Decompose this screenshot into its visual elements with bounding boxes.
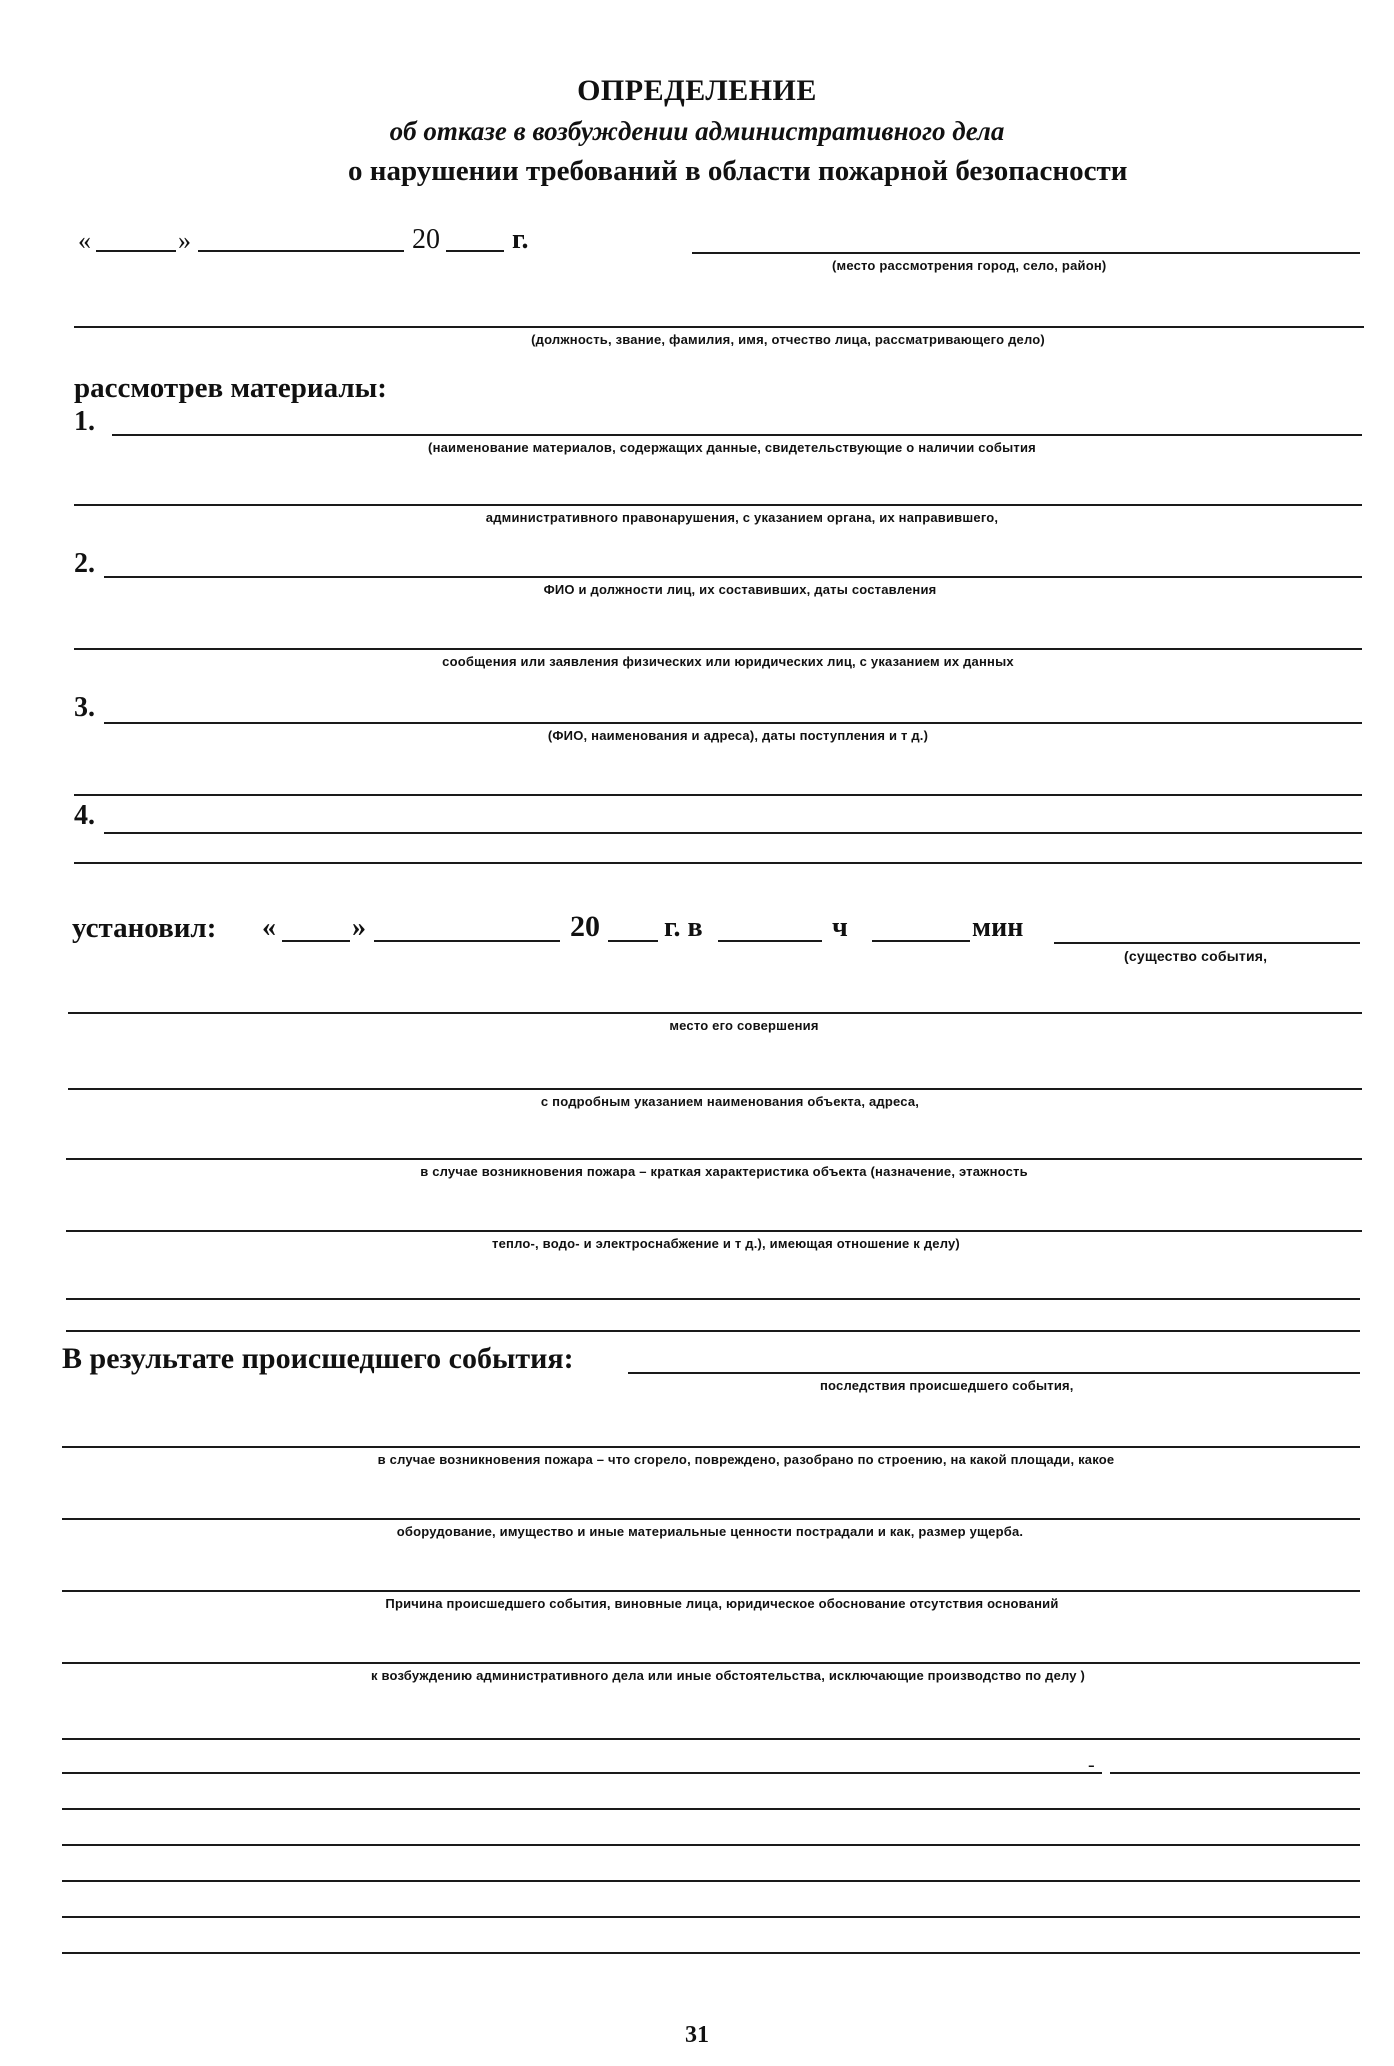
event-field-6[interactable] xyxy=(66,1330,1360,1332)
blank-line-2a[interactable] xyxy=(62,1772,1102,1774)
result-field-2[interactable] xyxy=(62,1518,1360,1520)
official-caption: (должность, звание, фамилия, имя, отчество лица, рассматривающего дело) xyxy=(531,332,1045,347)
established-quote-close: » xyxy=(352,912,366,943)
result-caption-1: последствия происшедшего события, xyxy=(820,1378,1074,1393)
result-caption-5: к возбуждению административного дела или иные обстоятельства, исключающие производство по делу ) xyxy=(370,1668,1086,1683)
established-caption-4: в случае возникновения пожара – краткая характеристика объекта (назначение, этажность xyxy=(420,1164,1028,1179)
official-field[interactable] xyxy=(74,326,1364,328)
item-number-2: 2. xyxy=(74,548,95,579)
material-3-field[interactable] xyxy=(104,722,1362,724)
year-field[interactable] xyxy=(446,250,504,252)
material-4-field[interactable] xyxy=(104,832,1362,834)
blank-line-5[interactable] xyxy=(62,1880,1360,1882)
place-field[interactable] xyxy=(692,252,1360,254)
blank-line-2b[interactable] xyxy=(1110,1772,1360,1774)
established-caption-3: с подробным указанием наименования объекта, адреса, xyxy=(540,1094,920,1109)
blank-line-1[interactable] xyxy=(62,1738,1360,1740)
result-field-3[interactable] xyxy=(62,1590,1360,1592)
blank-line-3[interactable] xyxy=(62,1808,1360,1810)
date-quote-close: » xyxy=(178,226,191,255)
established-hour-label: ч xyxy=(832,912,848,943)
established-caption-5: тепло-, водо- и электроснабжение и т д.), имеющая отношение к делу) xyxy=(492,1236,960,1251)
material-1-field[interactable] xyxy=(112,434,1362,436)
established-year-suffix: г. в xyxy=(664,912,703,943)
established-label: установил: xyxy=(72,912,217,944)
page-number: 31 xyxy=(685,2022,709,2048)
established-hour-field[interactable] xyxy=(718,940,822,942)
event-field-1[interactable] xyxy=(68,1012,1362,1014)
result-caption-2: в случае возникновения пожара – что сгорело, повреждено, разобрано по строению, на какой площади, какое xyxy=(377,1452,1115,1467)
material-1-field-cont[interactable] xyxy=(74,504,1362,506)
material-4-field-cont[interactable] xyxy=(74,862,1362,864)
item-number-1: 1. xyxy=(74,406,95,437)
item-number-4: 4. xyxy=(74,800,95,831)
date-year-prefix: 20 xyxy=(412,224,440,255)
blank-line-2-dash: - xyxy=(1088,1754,1095,1776)
established-day-field[interactable] xyxy=(282,940,350,942)
result-field[interactable] xyxy=(628,1372,1360,1374)
document-subtitle-line1: об отказе в возбуждении административного дела xyxy=(389,116,1005,146)
established-minute-field[interactable] xyxy=(872,940,970,942)
materials-heading: рассмотрев материалы: xyxy=(74,372,387,404)
established-caption-1: (существо события, xyxy=(1124,948,1268,964)
document-title: ОПРЕДЕЛЕНИЕ xyxy=(577,74,817,107)
event-essence-field[interactable] xyxy=(1054,942,1360,944)
material-2-field-cont[interactable] xyxy=(74,648,1362,650)
material-3-field-cont[interactable] xyxy=(74,794,1362,796)
result-caption-4: Причина происшедшего события, виновные лица, юридическое обоснование отсутствия оснований xyxy=(385,1596,1059,1611)
established-quote-open: « xyxy=(262,912,276,943)
event-field-4[interactable] xyxy=(66,1230,1362,1232)
day-field[interactable] xyxy=(96,250,176,252)
established-month-field[interactable] xyxy=(374,940,560,942)
materials-caption-1: (наименование материалов, содержащих данные, свидетельствующие о наличии события xyxy=(428,440,1036,455)
blank-line-6[interactable] xyxy=(62,1916,1360,1918)
result-field-4[interactable] xyxy=(62,1662,1360,1664)
event-field-2[interactable] xyxy=(68,1088,1362,1090)
result-caption-3: оборудование, имущество и иные материальные ценности пострадали и как, размер ущерба. xyxy=(396,1524,1024,1539)
date-quote-open: « xyxy=(78,226,91,255)
result-heading: В результате происшедшего события: xyxy=(62,1342,574,1375)
document-subtitle-line2: о нарушении требований в области пожарной безопасности xyxy=(348,155,1128,187)
place-caption: (место рассмотрения город, село, район) xyxy=(832,258,1107,273)
materials-caption-4: сообщения или заявления физических или юридических лиц, с указанием их данных xyxy=(442,654,1014,669)
established-caption-2: место его совершения xyxy=(669,1018,819,1033)
materials-caption-5: (ФИО, наименования и адреса), даты поступления и т д.) xyxy=(547,728,929,743)
item-number-3: 3. xyxy=(74,692,95,723)
material-2-field[interactable] xyxy=(104,576,1362,578)
established-year-field[interactable] xyxy=(608,940,658,942)
date-year-suffix: г. xyxy=(512,224,529,255)
month-field[interactable] xyxy=(198,250,404,252)
materials-caption-3: ФИО и должности лиц, их составивших, даты составления xyxy=(543,582,937,597)
event-field-5[interactable] xyxy=(66,1298,1360,1300)
established-year-prefix: 20 xyxy=(570,910,600,943)
blank-line-4[interactable] xyxy=(62,1844,1360,1846)
established-minute-label: мин xyxy=(972,912,1024,943)
result-field-1[interactable] xyxy=(62,1446,1360,1448)
event-field-3[interactable] xyxy=(66,1158,1362,1160)
materials-caption-2: административного правонарушения, с указанием органа, их направившего, xyxy=(485,510,999,525)
blank-line-7[interactable] xyxy=(62,1952,1360,1954)
